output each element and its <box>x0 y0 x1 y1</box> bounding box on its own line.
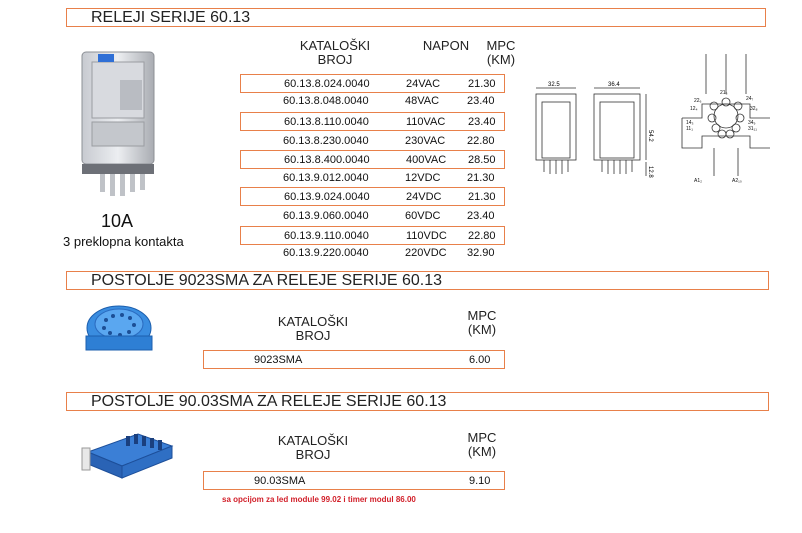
catalog-code: 60.13.9.024.0040 <box>284 191 370 203</box>
catalog-code: 90.03SMA <box>254 475 306 487</box>
price: 32.90 <box>467 247 495 259</box>
section-title-text: POSTOLJE 9023SMA ZA RELEJE SERIJE 60.13 <box>91 272 442 289</box>
socket-9023sma-image <box>80 298 158 360</box>
price: 23.40 <box>467 95 495 107</box>
col-catalog-header: KATALOŠKI BROJ <box>277 433 349 462</box>
voltage: 24VDC <box>406 191 442 203</box>
price: 21.30 <box>468 78 496 90</box>
section-title-relays <box>66 8 766 27</box>
pin-12: 12₄ <box>690 106 698 112</box>
voltage: 400VAC <box>406 154 447 166</box>
col-catalog-header: KATALOŠKI BROJ <box>299 38 371 67</box>
price: 6.00 <box>469 354 491 366</box>
catalog-code: 60.13.8.400.0040 <box>284 154 370 166</box>
pin-22: 22₆ <box>694 98 702 104</box>
dim-width-1: 32.5 <box>548 82 560 88</box>
price: 22.80 <box>468 230 496 242</box>
dim-height-2: 12.8 <box>647 166 653 178</box>
col-price-header: MPC (KM) <box>486 38 516 67</box>
price: 23.40 <box>468 116 496 128</box>
col-price-header: MPC (KM) <box>467 308 497 337</box>
price: 21.30 <box>467 172 495 184</box>
table-row <box>240 112 505 131</box>
price: 23.40 <box>467 210 495 222</box>
price: 21.30 <box>468 191 496 203</box>
table-row <box>240 169 505 188</box>
catalog-code: 60.13.8.230.0040 <box>283 135 369 147</box>
catalog-code: 60.13.8.048.0040 <box>283 95 369 107</box>
table-row <box>240 132 505 151</box>
led-module-note: sa opcijom za led module 99.02 i timer modul 86.00 <box>222 495 416 504</box>
catalog-code: 60.13.9.110.0040 <box>284 230 369 242</box>
voltage: 230VAC <box>405 135 446 147</box>
relay-current: 10A <box>101 211 134 231</box>
section-title-socket-9023sma <box>66 271 769 290</box>
table-row <box>240 150 505 169</box>
dim-height-1: 54.2 <box>647 130 653 142</box>
table-row <box>240 187 505 206</box>
dim-width-2: 36.4 <box>608 82 620 88</box>
table-row <box>240 244 505 263</box>
price: 9.10 <box>469 475 491 487</box>
socket-9003sma-image <box>78 422 178 480</box>
table-row <box>240 92 505 111</box>
table-row <box>203 471 505 490</box>
price: 28.50 <box>468 154 496 166</box>
table-row <box>240 226 505 245</box>
pin-31: 31₁₁ <box>748 126 757 132</box>
voltage: 12VDC <box>405 172 441 184</box>
voltage: 110VDC <box>406 230 447 242</box>
relay-dimension-drawing <box>528 78 668 188</box>
catalog-code: 60.13.8.110.0040 <box>284 116 369 128</box>
table-row <box>240 207 505 226</box>
catalog-code: 9023SMA <box>254 354 303 366</box>
pin-24: 24₇ <box>746 96 754 102</box>
col-price-header: MPC (KM) <box>467 430 497 459</box>
pin-34: 34₉ <box>748 120 756 126</box>
voltage: 220VDC <box>405 247 447 259</box>
col-catalog-header: KATALOŠKI BROJ <box>277 314 349 343</box>
col-voltage-header: NAPON <box>422 38 470 53</box>
pin-14: 14₃ <box>686 120 694 126</box>
table-row <box>240 74 505 93</box>
pin-a2: A2₁₀ <box>732 178 742 184</box>
pin-11: 11₁ <box>686 126 693 132</box>
voltage: 48VAC <box>405 95 440 107</box>
pin-21: 21₅ <box>720 90 728 96</box>
section-title-text: RELEJI SERIJE 60.13 <box>91 9 251 26</box>
price: 22.80 <box>467 135 495 147</box>
catalog-code: 60.13.9.012.0040 <box>283 172 369 184</box>
catalog-code: 60.13.9.060.0040 <box>283 210 369 222</box>
pin-a1: A1₂ <box>694 178 703 184</box>
section-title-text: POSTOLJE 90.03SMA ZA RELEJE SERIJE 60.13 <box>91 393 447 410</box>
catalog-code: 60.13.9.220.0040 <box>283 247 369 259</box>
relay-image <box>70 40 180 200</box>
relay-pin-diagram <box>676 48 776 188</box>
catalog-code: 60.13.8.024.0040 <box>284 78 370 90</box>
voltage: 24VAC <box>406 78 441 90</box>
voltage: 110VAC <box>406 116 446 128</box>
section-title-socket-9003sma <box>66 392 769 411</box>
table-row <box>203 350 505 369</box>
relay-contacts: 3 preklopna kontakta <box>63 234 184 249</box>
voltage: 60VDC <box>405 210 441 222</box>
pin-32: 32₈ <box>750 106 758 112</box>
